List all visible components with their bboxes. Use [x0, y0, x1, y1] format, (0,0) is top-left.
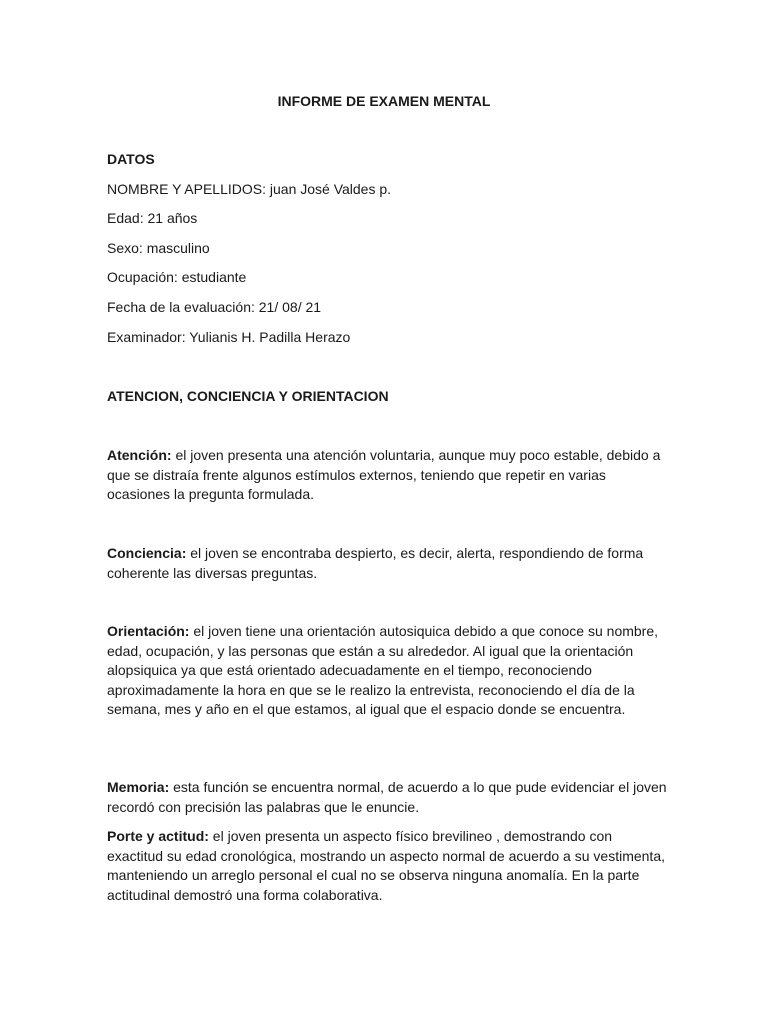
paragraph-label: Porte y actitud: — [107, 828, 209, 844]
paragraph-atencion — [107, 446, 667, 505]
paragraph-label: Memoria: — [107, 779, 170, 795]
paragraph-conciencia — [107, 544, 667, 583]
paragraph-orientacion — [107, 622, 667, 720]
paragraph-text: el joven tiene una orientación autosiquica debido a que conoce su nombre, edad, ocupación, y las personas que están a su alrededor. Al igual que la orientación alopsiquica ya que está orientado adecuadamente en el tiempo, reconociendo aproximadamente la hora en que se le realizo la entrevista, reconociendo el día de la semana, mes y año en el que estamos, al igual que el espacio donde se encuentra. — [107, 623, 659, 718]
paragraph-text: esta función se encuentra normal, de acuerdo a lo que pude evidenciar el joven recordó con precisión las palabras que le enuncie. — [107, 779, 667, 815]
paragraph-text: el joven presenta una atención voluntaria, aunque muy poco estable, debido a que se distraía frente algunos estímulos externos, teniendo que repetir en varias ocasiones la pregunta formulada. — [107, 447, 661, 503]
section-heading: ATENCION, CONCIENCIA Y ORIENTACION — [107, 388, 389, 404]
datos-heading: DATOS — [107, 151, 155, 167]
paragraph-label: Orientación: — [107, 623, 190, 639]
paragraph-porte-actitud — [107, 827, 667, 905]
field-ocupacion: Ocupación: estudiante — [107, 269, 247, 285]
field-edad: Edad: 21 años — [107, 210, 198, 226]
paragraph-text: el joven presenta un aspecto físico brevilineo , demostrando con exactitud su edad cronológica, mostrando un aspecto normal de acuerdo a su vestimenta, manteniendo un arreglo personal el cual no se observa ninguna anomalía. En la parte actitudinal demostró una forma colaborativa. — [107, 828, 665, 903]
document-title: INFORME DE EXAMEN MENTAL — [277, 93, 491, 109]
paragraph-memoria — [107, 778, 667, 817]
paragraph-label: Conciencia: — [107, 545, 187, 561]
field-examinador: Examinador: Yulianis H. Padilla Herazo — [107, 329, 351, 345]
field-sexo: Sexo: masculino — [107, 240, 210, 256]
field-fecha: Fecha de la evaluación: 21/ 08/ 21 — [107, 299, 322, 315]
paragraph-text: el joven se encontraba despierto, es decir, alerta, respondiendo de forma coherente las diversas preguntas. — [107, 545, 644, 581]
paragraph-label: Atención: — [107, 447, 172, 463]
field-nombre: NOMBRE Y APELLIDOS: juan José Valdes p. — [107, 181, 392, 197]
